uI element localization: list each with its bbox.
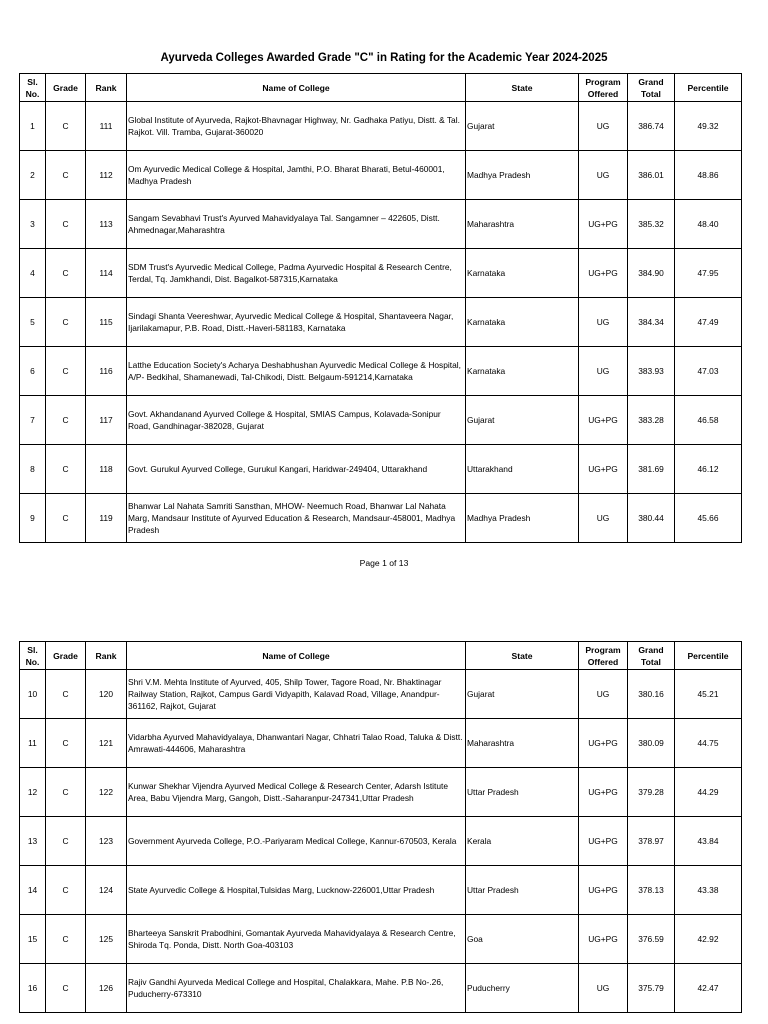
cell-college-name: State Ayurvedic College & Hospital,Tulsidas Marg, Lucknow-226001,Uttar Pradesh <box>127 866 466 915</box>
cell-college-name: Rajiv Gandhi Ayurveda Medical College and Hospital, Chalakkara, Mahe. P.B No-.26, Puducherry-673310 <box>127 964 466 1013</box>
cell-grade: C <box>46 964 86 1013</box>
cell-percentile: 45.66 <box>675 494 742 543</box>
cell-state: Gujarat <box>466 102 579 151</box>
cell-program: UG <box>579 494 628 543</box>
cell-program: UG+PG <box>579 396 628 445</box>
table-row <box>20 670 742 719</box>
cell-state: Uttar Pradesh <box>466 768 579 817</box>
cell-grand-total: 378.97 <box>628 817 675 866</box>
cell-grand-total: 380.09 <box>628 719 675 768</box>
cell-state: Uttarakhand <box>466 445 579 494</box>
cell-program: UG+PG <box>579 866 628 915</box>
cell-sl-no: 2 <box>20 151 46 200</box>
cell-rank: 121 <box>86 719 127 768</box>
cell-rank: 116 <box>86 347 127 396</box>
cell-sl-no: 11 <box>20 719 46 768</box>
cell-college-name: Vidarbha Ayurved Mahavidyalaya, Dhanwantari Nagar, Chhatri Talao Road, Taluka & Distt. Amrawati-444606, Maharashtra <box>127 719 466 768</box>
cell-rank: 124 <box>86 866 127 915</box>
cell-rank: 115 <box>86 298 127 347</box>
cell-percentile: 48.86 <box>675 151 742 200</box>
cell-grand-total: 375.79 <box>628 964 675 1013</box>
cell-sl-no: 14 <box>20 866 46 915</box>
cell-sl-no: 3 <box>20 200 46 249</box>
cell-college-name: Sangam Sevabhavi Trust's Ayurved Mahavidyalaya Tal. Sangamner – 422605, Distt. Ahmednagar,Maharashtra <box>127 200 466 249</box>
table-row <box>20 964 742 1013</box>
header-rank: Rank <box>86 74 127 102</box>
cell-college-name: Sindagi Shanta Veereshwar, Ayurvedic Medical College & Hospital, Shantaveera Nagar, Ijarilakamapur, P.B. Road, Distt.-Haveri-581183, Karnataka <box>127 298 466 347</box>
cell-grade: C <box>46 102 86 151</box>
table-row <box>20 445 742 494</box>
cell-college-name: SDM Trust's Ayurvedic Medical College, Padma Ayurvedic Hospital & Research Centre, Terdal, Tq. Jamkhandi, Dist. Bagalkot-587315,Karnataka <box>127 249 466 298</box>
colleges-table-page-2 <box>19 641 742 1013</box>
header-grade: Grade <box>46 642 86 670</box>
cell-rank: 113 <box>86 200 127 249</box>
cell-grand-total: 376.59 <box>628 915 675 964</box>
cell-grade: C <box>46 817 86 866</box>
cell-state: Goa <box>466 915 579 964</box>
cell-percentile: 42.92 <box>675 915 742 964</box>
cell-rank: 118 <box>86 445 127 494</box>
cell-sl-no: 13 <box>20 817 46 866</box>
table-row <box>20 719 742 768</box>
header-program: Program Offered <box>579 74 628 102</box>
cell-program: UG+PG <box>579 200 628 249</box>
cell-college-name: Om Ayurvedic Medical College & Hospital, Jamthi, P.O. Bharat Bharati, Betul-460001, Madhya Pradesh <box>127 151 466 200</box>
cell-percentile: 47.03 <box>675 347 742 396</box>
cell-state: Karnataka <box>466 347 579 396</box>
cell-percentile: 46.58 <box>675 396 742 445</box>
cell-grand-total: 380.16 <box>628 670 675 719</box>
cell-percentile: 49.32 <box>675 102 742 151</box>
cell-rank: 125 <box>86 915 127 964</box>
cell-college-name: Shri V.M. Mehta Institute of Ayurved, 405, Shilp Tower, Tagore Road, Nr. Bhaktinagar Railway Station, Rajkot, Campus Gardi Vidyapith, Kalavad Road, Village, Anandpur-361162, Rajkot, Gujarat <box>127 670 466 719</box>
cell-program: UG+PG <box>579 768 628 817</box>
cell-college-name: Govt. Gurukul Ayurved College, Gurukul Kangari, Haridwar-249404, Uttarakhand <box>127 445 466 494</box>
cell-sl-no: 9 <box>20 494 46 543</box>
cell-grand-total: 383.93 <box>628 347 675 396</box>
header-row <box>20 642 742 670</box>
cell-sl-no: 5 <box>20 298 46 347</box>
header-state: State <box>466 74 579 102</box>
header-name: Name of College <box>127 642 466 670</box>
cell-program: UG <box>579 298 628 347</box>
cell-grand-total: 386.01 <box>628 151 675 200</box>
cell-percentile: 44.75 <box>675 719 742 768</box>
header-sl-no: Sl. No. <box>20 74 46 102</box>
cell-program: UG <box>579 670 628 719</box>
cell-program: UG <box>579 347 628 396</box>
header-rank: Rank <box>86 642 127 670</box>
table-row <box>20 494 742 543</box>
cell-percentile: 42.47 <box>675 964 742 1013</box>
cell-grand-total: 378.13 <box>628 866 675 915</box>
cell-state: Gujarat <box>466 396 579 445</box>
cell-college-name: Global Institute of Ayurveda, Rajkot-Bhavnagar Highway, Nr. Gadhaka Patiyu, Distt. & Tal. Rajkot. Vill. Tramba, Gujarat-360020 <box>127 102 466 151</box>
cell-percentile: 47.49 <box>675 298 742 347</box>
document-title: Ayurveda Colleges Awarded Grade "C" in Rating for the Academic Year 2024-2025 <box>160 52 608 64</box>
cell-college-name: Govt. Akhandanand Ayurved College & Hospital, SMIAS Campus, Kolavada-Sonipur Road, Gandhinagar-382028, Gujarat <box>127 396 466 445</box>
cell-grand-total: 380.44 <box>628 494 675 543</box>
cell-state: Puducherry <box>466 964 579 1013</box>
cell-sl-no: 10 <box>20 670 46 719</box>
table-row <box>20 915 742 964</box>
cell-state: Gujarat <box>466 670 579 719</box>
header-percentile: Percentile <box>675 642 742 670</box>
cell-sl-no: 8 <box>20 445 46 494</box>
cell-state: Madhya Pradesh <box>466 494 579 543</box>
cell-rank: 117 <box>86 396 127 445</box>
header-grade: Grade <box>46 74 86 102</box>
cell-grand-total: 386.74 <box>628 102 675 151</box>
cell-state: Karnataka <box>466 298 579 347</box>
cell-sl-no: 16 <box>20 964 46 1013</box>
cell-program: UG+PG <box>579 817 628 866</box>
table-row <box>20 768 742 817</box>
cell-percentile: 44.29 <box>675 768 742 817</box>
table-row <box>20 249 742 298</box>
cell-grade: C <box>46 347 86 396</box>
cell-college-name: Kunwar Shekhar Vijendra Ayurved Medical College & Research Center, Adarsh Istitute Area, Babu Vijendra Marg, Gangoh, Distt.-Saharanpur-247341,Uttar Pradesh <box>127 768 466 817</box>
cell-grade: C <box>46 445 86 494</box>
cell-grand-total: 385.32 <box>628 200 675 249</box>
cell-rank: 111 <box>86 102 127 151</box>
cell-rank: 122 <box>86 768 127 817</box>
header-percentile: Percentile <box>675 74 742 102</box>
table-row <box>20 347 742 396</box>
cell-grand-total: 381.69 <box>628 445 675 494</box>
cell-program: UG <box>579 151 628 200</box>
table-row <box>20 298 742 347</box>
cell-sl-no: 15 <box>20 915 46 964</box>
cell-rank: 114 <box>86 249 127 298</box>
cell-program: UG+PG <box>579 719 628 768</box>
cell-rank: 120 <box>86 670 127 719</box>
cell-percentile: 43.84 <box>675 817 742 866</box>
cell-grade: C <box>46 494 86 543</box>
header-state: State <box>466 642 579 670</box>
cell-state: Karnataka <box>466 249 579 298</box>
cell-grade: C <box>46 200 86 249</box>
cell-grade: C <box>46 298 86 347</box>
cell-program: UG+PG <box>579 915 628 964</box>
cell-sl-no: 4 <box>20 249 46 298</box>
header-grand-total: Grand Total <box>628 74 675 102</box>
cell-grade: C <box>46 151 86 200</box>
cell-college-name: Latthe Education Society's Acharya Deshabhushan Ayurvedic Medical College & Hospital, A/P- Bedkihal, Shamanewadi, Tal-Chikodi, Distt. Belgaum-591214,Karnataka <box>127 347 466 396</box>
cell-program: UG <box>579 102 628 151</box>
table-row <box>20 102 742 151</box>
cell-state: Maharashtra <box>466 200 579 249</box>
cell-program: UG <box>579 964 628 1013</box>
cell-rank: 123 <box>86 817 127 866</box>
cell-grand-total: 384.90 <box>628 249 675 298</box>
cell-percentile: 43.38 <box>675 866 742 915</box>
cell-grade: C <box>46 866 86 915</box>
cell-percentile: 47.95 <box>675 249 742 298</box>
cell-state: Maharashtra <box>466 719 579 768</box>
cell-rank: 119 <box>86 494 127 543</box>
cell-grade: C <box>46 915 86 964</box>
page-number: Page 1 of 13 <box>359 558 409 568</box>
cell-state: Kerala <box>466 817 579 866</box>
cell-grand-total: 383.28 <box>628 396 675 445</box>
cell-college-name: Bharteeya Sanskrit Prabodhini, Gomantak Ayurveda Mahavidyalaya & Research Centre, Shiroda Tq. Ponda, Distt. North Goa-403103 <box>127 915 466 964</box>
cell-grade: C <box>46 670 86 719</box>
cell-sl-no: 12 <box>20 768 46 817</box>
cell-sl-no: 7 <box>20 396 46 445</box>
header-sl-no: Sl. No. <box>20 642 46 670</box>
table-row <box>20 151 742 200</box>
table-row <box>20 396 742 445</box>
cell-state: Madhya Pradesh <box>466 151 579 200</box>
cell-grade: C <box>46 396 86 445</box>
cell-grand-total: 379.28 <box>628 768 675 817</box>
table-row <box>20 200 742 249</box>
cell-program: UG+PG <box>579 445 628 494</box>
cell-grade: C <box>46 719 86 768</box>
cell-program: UG+PG <box>579 249 628 298</box>
cell-state: Uttar Pradesh <box>466 866 579 915</box>
cell-sl-no: 6 <box>20 347 46 396</box>
cell-college-name: Government Ayurveda College, P.O.-Pariyaram Medical College, Kannur-670503, Kerala <box>127 817 466 866</box>
cell-rank: 112 <box>86 151 127 200</box>
table-row <box>20 817 742 866</box>
cell-college-name: Bhanwar Lal Nahata Samriti Sansthan, MHOW- Neemuch Road, Bhanwar Lal Nahata Marg, Mandsaur Institute of Ayurved Education & Research, Mandsaur-458001, Madhya Pradesh <box>127 494 466 543</box>
header-row <box>20 74 742 102</box>
cell-percentile: 48.40 <box>675 200 742 249</box>
header-grand-total: Grand Total <box>628 642 675 670</box>
cell-grade: C <box>46 768 86 817</box>
header-name: Name of College <box>127 74 466 102</box>
colleges-table-page-1 <box>19 73 742 543</box>
table-row <box>20 866 742 915</box>
header-program: Program Offered <box>579 642 628 670</box>
cell-rank: 126 <box>86 964 127 1013</box>
cell-percentile: 46.12 <box>675 445 742 494</box>
cell-grade: C <box>46 249 86 298</box>
cell-percentile: 45.21 <box>675 670 742 719</box>
cell-grand-total: 384.34 <box>628 298 675 347</box>
cell-sl-no: 1 <box>20 102 46 151</box>
